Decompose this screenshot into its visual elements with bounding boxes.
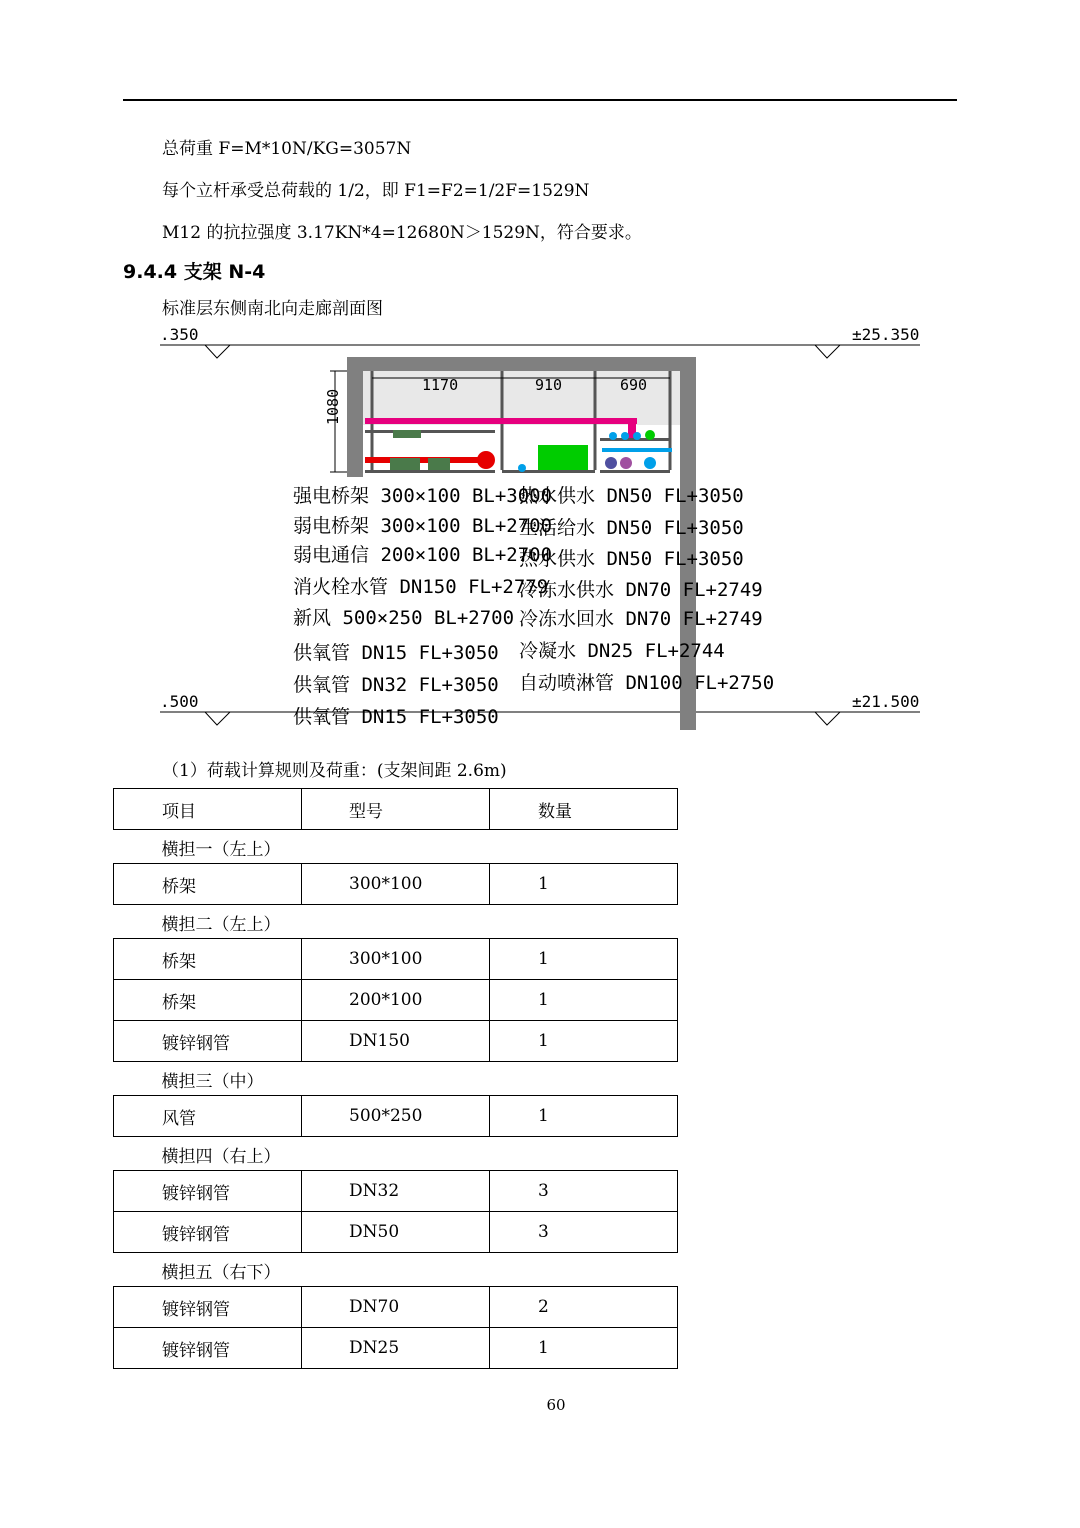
- air-duct: [538, 445, 588, 470]
- label-left-7: 供氧管 DN32 FL+3050: [293, 674, 499, 696]
- cell-item: 桥架: [114, 939, 302, 980]
- group-title-row: [114, 905, 678, 939]
- cell-qty: 1: [490, 1096, 678, 1137]
- group-title-row: [114, 1062, 678, 1096]
- cell-item: 风管: [114, 1096, 302, 1137]
- table-row: [114, 1171, 678, 1212]
- paragraph-total-load: 总荷重 F=M*10N/KG=3057N: [162, 139, 412, 159]
- dim-width-1: 1170: [422, 376, 459, 394]
- fire-water-pipe: [365, 457, 490, 463]
- top-slab: [347, 357, 696, 371]
- label-left-1: 强电桥架 300×100 BL+3000: [293, 485, 553, 507]
- table-row: [114, 980, 678, 1021]
- table-row: [114, 1328, 678, 1369]
- cell-model: DN150: [302, 1021, 490, 1062]
- header-item: 项目: [114, 789, 302, 830]
- cell-item: 桥架: [114, 980, 302, 1021]
- cell-qty: 1: [490, 1328, 678, 1369]
- sprinkler-pipe: [518, 464, 526, 472]
- paragraph-per-pole-load: 每个立杆承受总荷载的 1/2，即 F1=F2=1/2F=1529N: [162, 181, 590, 201]
- cell-model: 200*100: [302, 980, 490, 1021]
- group-title: 横担五（右下）: [161, 1263, 281, 1283]
- paragraph-bolt-strength: M12 的抗拉强度 3.17KN*4=12680N＞1529N，符合要求。: [162, 223, 642, 243]
- label-right-7: 自动喷淋管 DN100 FL+2750: [519, 672, 775, 694]
- header-model: 型号: [302, 789, 490, 830]
- label-left-3: 弱电通信 200×100 BL+2700: [293, 544, 553, 566]
- cell-model: DN32: [302, 1171, 490, 1212]
- fire-pipe-end: [477, 451, 495, 469]
- label-right-1: 热水供水 DN50 FL+3050: [519, 485, 744, 507]
- elev-bottom-right: ±21.500: [852, 692, 920, 711]
- table-row: [114, 1021, 678, 1062]
- cell-qty: 1: [490, 1021, 678, 1062]
- elev-bottom-left: .500: [160, 692, 199, 711]
- cell-qty: 1: [490, 864, 678, 905]
- elevation-bottom: [160, 692, 920, 725]
- load-table: [113, 788, 678, 1369]
- table-row: [114, 939, 678, 980]
- cell-item: 镀锌钢管: [114, 1021, 302, 1062]
- figure-caption: 标准层东侧南北向走廊剖面图: [162, 299, 383, 319]
- crossarm-lower: [365, 470, 495, 473]
- cell-model: DN70: [302, 1287, 490, 1328]
- cable-tray-lower: [390, 458, 420, 470]
- dim-height: 1080: [324, 388, 342, 425]
- cable-tray-upper: [393, 430, 421, 438]
- group-title: 横担二（左上）: [161, 915, 281, 935]
- elev-top-left: .350: [160, 325, 199, 344]
- cell-model: 500*250: [302, 1096, 490, 1137]
- header-qty: 数量: [490, 789, 678, 830]
- cell-qty: 3: [490, 1171, 678, 1212]
- cell-item: 镀锌钢管: [114, 1328, 302, 1369]
- elevation-top: [160, 325, 920, 358]
- table-header-row: [114, 789, 678, 830]
- group-title-row: [114, 1253, 678, 1287]
- label-left-2: 弱电桥架 300×100 BL+2700: [293, 515, 553, 537]
- section-heading: 9.4.4 支架 N-4: [123, 261, 266, 283]
- label-left-4: 消火栓水管 DN150 FL+2779: [293, 576, 549, 598]
- page-number: 60: [546, 1396, 566, 1414]
- cell-model: 300*100: [302, 864, 490, 905]
- table-row: [114, 1212, 678, 1253]
- cell-qty: 1: [490, 939, 678, 980]
- group-title-row: [114, 830, 678, 864]
- cell-qty: 2: [490, 1287, 678, 1328]
- cell-item: 镀锌钢管: [114, 1212, 302, 1253]
- equipment-labels-right: [519, 485, 774, 694]
- label-left-6: 供氧管 DN15 FL+3050: [293, 642, 499, 664]
- header-rule: [123, 99, 957, 101]
- label-left-5: 新风 500×250 BL+2700: [293, 607, 515, 629]
- label-right-4: 冷冻水供水 DN70 FL+2749: [519, 579, 763, 601]
- cell-item: 桥架: [114, 864, 302, 905]
- table-row: [114, 864, 678, 905]
- cell-model: DN25: [302, 1328, 490, 1369]
- crossarm-middle: [502, 470, 595, 473]
- hot-water-pipe: [365, 418, 637, 424]
- group-title: 横担四（右上）: [161, 1147, 281, 1167]
- table-row: [114, 1096, 678, 1137]
- cell-model: 300*100: [302, 939, 490, 980]
- label-left-8: 供氧管 DN15 FL+3050: [293, 706, 499, 728]
- dim-width-2: 910: [535, 376, 563, 394]
- cell-model: DN50: [302, 1212, 490, 1253]
- section-drawing: [150, 320, 930, 740]
- cell-item: 镀锌钢管: [114, 1171, 302, 1212]
- equipment-labels-left: [293, 485, 552, 728]
- crossarm-right-lower: [600, 470, 670, 473]
- cell-item: 镀锌钢管: [114, 1287, 302, 1328]
- label-right-6: 冷凝水 DN25 FL+2744: [519, 640, 725, 662]
- crossarm-upper: [365, 430, 495, 433]
- dim-width-3: 690: [620, 376, 648, 394]
- chilled-water-pipe: [602, 448, 672, 452]
- elev-top-right: ±25.350: [852, 325, 920, 344]
- label-right-2: 生活给水 DN50 FL+3050: [519, 517, 744, 539]
- left-wall: [347, 357, 363, 477]
- cell-qty: 1: [490, 980, 678, 1021]
- table-row: [114, 1287, 678, 1328]
- group-title: 横担三（中）: [161, 1072, 264, 1092]
- calc-title: （1）荷载计算规则及荷重：(支架间距 2.6m): [162, 761, 507, 781]
- label-right-5: 冷冻水回水 DN70 FL+2749: [519, 608, 763, 630]
- group-title-row: [114, 1137, 678, 1171]
- label-right-3: 热水供水 DN50 FL+3050: [519, 548, 744, 570]
- group-title: 横担一（左上）: [161, 840, 281, 860]
- cell-qty: 3: [490, 1212, 678, 1253]
